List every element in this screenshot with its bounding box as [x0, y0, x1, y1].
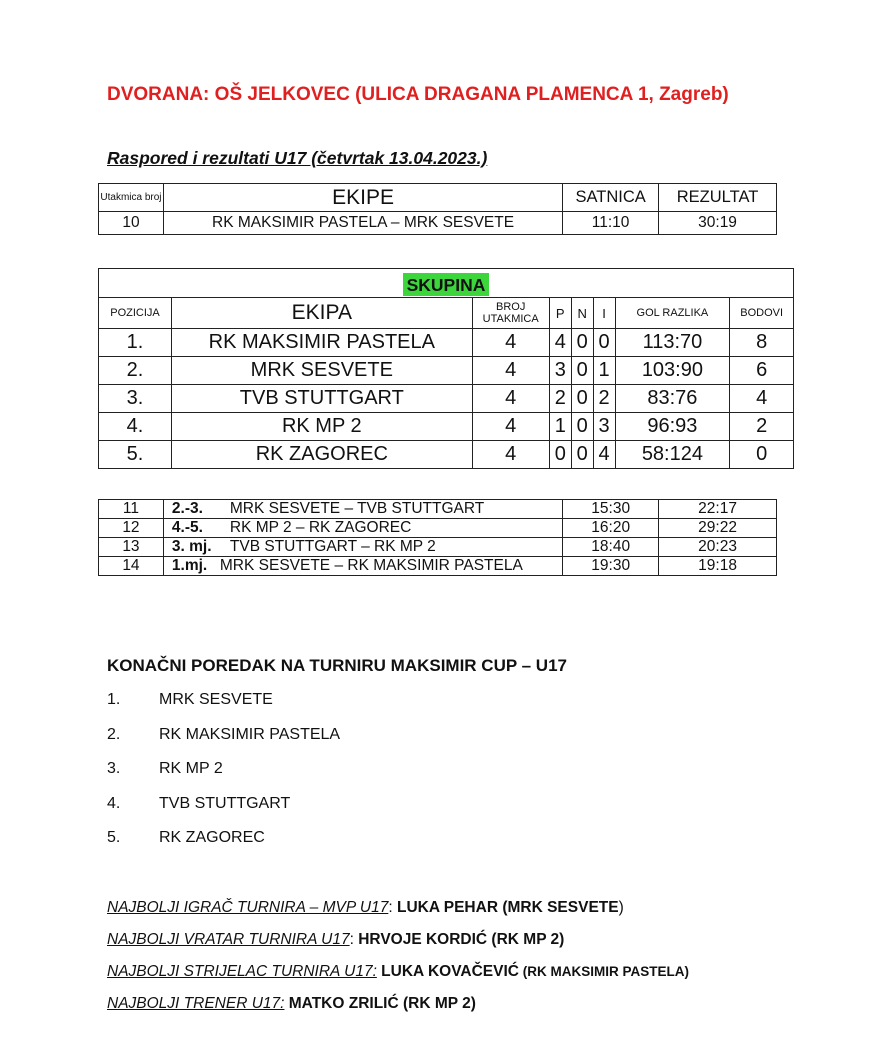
team-won: 2 — [549, 385, 571, 413]
match-number: 12 — [99, 519, 164, 538]
match-time: 16:20 — [563, 519, 659, 538]
award-line — [107, 963, 689, 995]
placement-table-body — [99, 500, 777, 576]
team-goal-diff: 83:76 — [615, 385, 730, 413]
team-lost: 4 — [593, 441, 615, 469]
table-row — [99, 385, 794, 413]
team-won: 0 — [549, 441, 571, 469]
header-points: BODOVI — [730, 298, 794, 329]
award-label: NAJBOLJI IGRAČ TURNIRA – MVP U17 — [107, 899, 389, 916]
group-table-header — [99, 298, 794, 329]
header-won: P — [549, 298, 571, 329]
award-label: NAJBOLJI VRATAR TURNIRA U17 — [107, 931, 350, 948]
team-points: 4 — [730, 385, 794, 413]
table-row — [99, 441, 794, 469]
standing-number: 4. — [107, 794, 121, 812]
standing-team: MRK SESVETE — [159, 691, 273, 708]
match-table-header — [99, 184, 777, 212]
group-label: SKUPINA — [403, 273, 490, 296]
team-name: RK MP 2 — [172, 413, 473, 441]
award-separator: : — [349, 931, 354, 948]
standing-number: 3. — [107, 760, 121, 777]
match-result: 20:23 — [659, 538, 777, 557]
team-draw: 0 — [571, 385, 593, 413]
team-name: RK MAKSIMIR PASTELA — [172, 329, 473, 357]
team-won: 1 — [549, 413, 571, 441]
match-teams-cell — [163, 538, 562, 557]
award-line — [107, 931, 689, 963]
match-result: 30:19 — [659, 212, 777, 235]
team-position: 1. — [99, 329, 172, 357]
team-name: MRK SESVETE — [172, 357, 473, 385]
match-stage: 4.-5. — [171, 519, 203, 536]
venue-heading: DVORANA: OŠ JELKOVEC (ULICA DRAGANA PLAMENCA 1, Zagreb) — [107, 84, 729, 105]
standing-number: 2. — [107, 725, 121, 743]
match-table — [98, 183, 777, 235]
match-teams: TVB STUTTGART – RK MP 2 — [229, 538, 436, 555]
header-result: REZULTAT — [659, 184, 777, 212]
header-time: SATNICA — [563, 184, 659, 212]
award-label: NAJBOLJI TRENER U17: — [107, 995, 285, 1012]
header-games: BROJ UTAKMICA — [472, 298, 549, 329]
team-lost: 0 — [593, 329, 615, 357]
match-teams-cell — [163, 500, 562, 519]
table-row — [99, 413, 794, 441]
table-row — [99, 538, 777, 557]
group-table-body — [99, 329, 794, 469]
award-winner: LUKA KOVAČEVIĆ — [376, 963, 519, 980]
team-name: TVB STUTTGART — [172, 385, 473, 413]
match-teams: MRK SESVETE – RK MAKSIMIR PASTELA — [219, 557, 523, 574]
team-points: 6 — [730, 357, 794, 385]
team-draw: 0 — [571, 413, 593, 441]
standing-team: RK MP 2 — [159, 760, 223, 777]
match-number: 11 — [99, 500, 164, 519]
table-row — [99, 500, 777, 519]
team-lost: 3 — [593, 413, 615, 441]
award-winner: HRVOJE KORDIĆ (RK MP 2) — [353, 931, 565, 948]
team-position: 4. — [99, 413, 172, 441]
award-tail: ) — [618, 899, 624, 916]
match-number: 13 — [99, 538, 164, 557]
team-draw: 0 — [571, 441, 593, 469]
standing-team: TVB STUTTGART — [159, 794, 291, 812]
match-result: 29:22 — [659, 519, 777, 538]
team-goal-diff: 58:124 — [615, 441, 730, 469]
award-separator: : — [388, 899, 393, 916]
standing-number: 1. — [107, 691, 121, 708]
standing-number: 5. — [107, 829, 121, 846]
team-games: 4 — [472, 413, 549, 441]
placement-table — [98, 499, 777, 576]
team-goal-diff: 103:90 — [615, 357, 730, 385]
award-club: (RK MAKSIMIR PASTELA) — [518, 964, 689, 979]
match-time: 19:30 — [563, 557, 659, 576]
table-row — [99, 357, 794, 385]
team-lost: 1 — [593, 357, 615, 385]
match-time: 11:10 — [563, 212, 659, 235]
awards-list — [107, 899, 689, 1027]
header-goal-diff: GOL RAZLIKA — [615, 298, 730, 329]
match-teams: RK MAKSIMIR PASTELA – MRK SESVETE — [163, 212, 562, 235]
list-item — [107, 795, 340, 830]
match-stage: 3. mj. — [171, 538, 212, 555]
schedule-title: Raspored i rezultati U17 (četvrtak 13.04.2023.) — [107, 148, 488, 168]
standing-team: RK MAKSIMIR PASTELA — [159, 725, 341, 743]
team-lost: 2 — [593, 385, 615, 413]
match-result: 19:18 — [659, 557, 777, 576]
team-draw: 0 — [571, 357, 593, 385]
table-row — [99, 557, 777, 576]
award-line — [107, 899, 689, 931]
match-result: 22:17 — [659, 500, 777, 519]
team-position: 5. — [99, 441, 172, 469]
match-number: 14 — [99, 557, 164, 576]
header-team: EKIPA — [172, 298, 473, 329]
team-goal-diff: 113:70 — [615, 329, 730, 357]
team-games: 4 — [472, 441, 549, 469]
header-draw: N — [571, 298, 593, 329]
award-line — [107, 995, 689, 1027]
table-row — [99, 212, 777, 235]
table-row — [99, 329, 794, 357]
award-winner: LUKA PEHAR (MRK SESVETE — [392, 899, 619, 916]
match-teams: MRK SESVETE – TVB STUTTGART — [229, 500, 485, 517]
header-teams: EKIPE — [163, 184, 562, 212]
match-number: 10 — [99, 212, 164, 235]
team-won: 4 — [549, 329, 571, 357]
list-item — [107, 691, 340, 726]
table-row — [99, 519, 777, 538]
team-name: RK ZAGOREC — [172, 441, 473, 469]
match-time: 18:40 — [563, 538, 659, 557]
team-draw: 0 — [571, 329, 593, 357]
team-goal-diff: 96:93 — [615, 413, 730, 441]
match-time: 15:30 — [563, 500, 659, 519]
team-games: 4 — [472, 329, 549, 357]
team-points: 8 — [730, 329, 794, 357]
header-lost: I — [593, 298, 615, 329]
award-label: NAJBOLJI STRIJELAC TURNIRA U17: — [107, 963, 377, 980]
list-item — [107, 726, 340, 761]
match-stage: 2.-3. — [171, 500, 203, 517]
match-teams: RK MP 2 – RK ZAGOREC — [229, 519, 412, 536]
team-points: 0 — [730, 441, 794, 469]
team-games: 4 — [472, 357, 549, 385]
header-position: POZICIJA — [99, 298, 172, 329]
team-points: 2 — [730, 413, 794, 441]
award-winner: MATKO ZRILIĆ (RK MP 2) — [284, 995, 476, 1012]
final-standings-list — [107, 691, 340, 864]
group-table — [98, 268, 794, 469]
match-teams-cell — [163, 519, 562, 538]
team-position: 3. — [99, 385, 172, 413]
list-item — [107, 829, 340, 864]
group-label-cell — [99, 269, 794, 298]
team-position: 2. — [99, 357, 172, 385]
team-games: 4 — [472, 385, 549, 413]
group-label-row — [99, 269, 794, 298]
list-item — [107, 760, 340, 795]
header-match-number: Utakmica broj — [99, 184, 164, 212]
team-won: 3 — [549, 357, 571, 385]
match-stage: 1.mj. — [171, 557, 208, 574]
match-teams-cell — [163, 557, 562, 576]
standing-team: RK ZAGOREC — [159, 829, 265, 846]
final-standings-title: KONAČNI POREDAK NA TURNIRU MAKSIMIR CUP – U17 — [107, 656, 567, 675]
